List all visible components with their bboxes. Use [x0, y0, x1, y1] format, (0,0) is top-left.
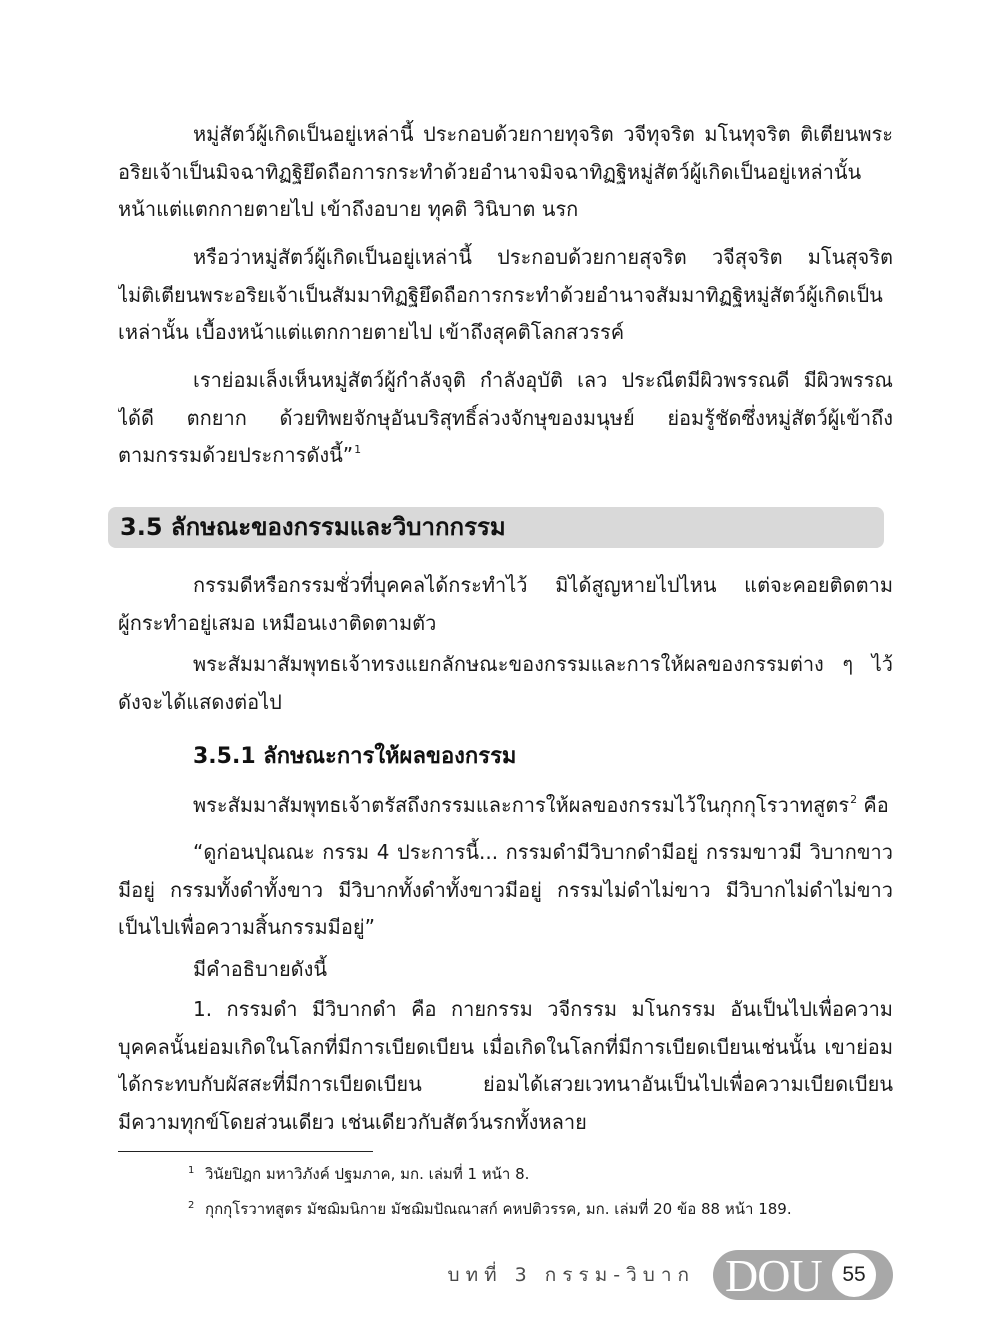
subsection-intro-paragraph: [118, 787, 893, 825]
subsection-explain-line: มีคำอธิบายดังนี้: [193, 957, 328, 981]
subsection-intro-text: พระสัมมาสัมพุทธเจ้าตรัสถึงกรรมและการให้ผลของกรรมไว้ในกุกกุโรวาทสูตร: [193, 793, 850, 817]
passage-p3-line-3: [118, 437, 893, 475]
footnote-2-text: กุกกุโรวาทสูตร มัชฌิมนิกาย มัชฌิมปัณณาสก์ คหปติวรรค, มก. เล่มที่ 20 ข้อ 88 หน้า 189.: [205, 1200, 792, 1218]
section-3-5-p2-line-1: พระสัมมาสัมพุทธเจ้าทรงแยกลักษณะของกรรมและการให้ผลของกรรมต่าง ๆ ไว้: [193, 652, 893, 676]
footer-dou-badge: [713, 1250, 893, 1300]
subsection-item-1-line-2: บุคคลนั้นย่อมเกิดในโลกที่มีการเบียดเบียน เมื่อเกิดในโลกที่มีการเบียดเบียนเช่นนั้น เขาย่อม: [118, 1034, 893, 1059]
passage-p2-line-3: เหล่านั้น เบื้องหน้าแต่แตกกายตายไป เข้าถึงสุคติโลกสวรรค์: [118, 320, 625, 344]
section-3-5-paragraph-2: [118, 646, 893, 721]
passage-p1-line-2: อริยเจ้าเป็นมิจฉาทิฏฐิยึดถือการกระทำด้วยอำนาจมิจฉาทิฏฐิหมู่สัตว์ผู้เกิดเป็นอยู่เหล่านั้น: [118, 159, 862, 184]
passage-p3-line-1: เราย่อมเล็งเห็นหมู่สัตว์ผู้กำลังจุติ กำลังอุบัติ เลว ประณีตมีผิวพรรณดี มีผิวพรรณ: [193, 368, 893, 392]
subsection-quote-line-2: มีอยู่ กรรมทั้งดำทั้งขาว มีวิบากทั้งดำทั้งขาวมีอยู่ กรรมไม่ดำไม่ขาว มีวิบากไม่ดำไม่ขาว: [118, 877, 893, 902]
passage-paragraph-1: [118, 116, 893, 229]
passage-paragraph-3: [118, 362, 893, 475]
footnote-1-text: วินัยปิฎก มหาวิภังค์ ปฐมภาค, มก. เล่มที่ 1 หน้า 8.: [205, 1165, 530, 1183]
section-heading: 3.5 ลักษณะของกรรมและวิบากกรรม: [120, 513, 506, 541]
passage-p2-line-1: หรือว่าหมู่สัตว์ผู้เกิดเป็นอยู่เหล่านี้ ประกอบด้วยกายสุจริต วจีสุจริต มโนสุจริต: [193, 245, 893, 269]
passage-p1-line-3: หน้าแต่แตกกายตายไป เข้าถึงอบาย ทุคติ วินิบาต นรก: [118, 197, 579, 221]
footnote-2: 2 กุกกุโรวาทสูตร มัชฌิมนิกาย มัชฌิมปัณณาสก์ คหปติวรรค, มก. เล่มที่ 20 ข้อ 88 หน้า 189.: [188, 1200, 792, 1218]
section-3-5-p1-line-2: ผู้กระทำอยู่เสมอ เหมือนเงาติดตามตัว: [118, 610, 437, 635]
footnote-divider: [118, 1151, 373, 1152]
subsection-item-1-line-3: ได้กระทบกับผัสสะที่มีการเบียดเบียน ย่อมได้เสวยเวทนาอันเป็นไปเพื่อความเบียดเบียน: [118, 1072, 893, 1096]
subsection-quote-line-1: “ดูก่อนปุณณะ กรรม 4 ประการนี้... กรรมดำมีวิบากดำมีอยู่ กรรมขาวมี วิบากขาว: [193, 840, 893, 864]
passage-p3-line-3-text: ตามกรรมด้วยประการดังนี้”: [118, 443, 354, 467]
footnote-1: 1 วินัยปิฎก มหาวิภังค์ ปฐมภาค, มก. เล่มที่ 1 หน้า 8.: [188, 1165, 530, 1183]
footer-chapter-label: บทที่ 3 กรรม-วิบาก: [447, 1264, 695, 1286]
passage-paragraph-2: [118, 239, 893, 352]
footnote-ref-1: 1: [354, 443, 362, 456]
passage-p2-line-2: ไม่ติเตียนพระอริยเจ้าเป็นสัมมาทิฏฐิยึดถือการกระทำด้วยอำนาจสัมมาทิฏฐิหมู่สัตว์ผู้เกิดเป็น: [118, 282, 883, 307]
subsection-heading: 3.5.1 ลักษณะการให้ผลของกรรม: [193, 744, 517, 769]
subsection-item-1-paragraph: [118, 991, 893, 1141]
passage-p3-line-2: ได้ดี ตกยาก ด้วยทิพยจักษุอันบริสุทธิ์ล่วงจักษุของมนุษย์ ย่อมรู้ชัดซึ่งหมู่สัตว์ผู้เข้าถึง: [118, 405, 893, 430]
subsection-intro-line: [193, 787, 893, 825]
section-3-5-p1-line-1: กรรมดีหรือกรรมชั่วที่บุคคลได้กระทำไว้ มิได้สูญหายไปไหน แต่จะคอยติดตาม: [193, 573, 893, 597]
subsection-quote-paragraph: [118, 834, 893, 947]
subsection-quote-line-3: เป็นไปเพื่อความสิ้นกรรมมีอยู่”: [118, 915, 375, 939]
subsection-explain-paragraph: [118, 951, 893, 989]
footnote-ref-2: 2: [850, 793, 858, 806]
subsection-intro-tail: คือ: [857, 793, 889, 817]
subsection-item-1-line-4: มีความทุกข์โดยส่วนเดียว เช่นเดียวกับสัตว์นรกทั้งหลาย: [118, 1109, 587, 1134]
section-3-5-paragraph-1: [118, 567, 893, 642]
section-3-5-p2-line-2: ดังจะได้แสดงต่อไป: [118, 689, 282, 714]
passage-p1-line-1: หมู่สัตว์ผู้เกิดเป็นอยู่เหล่านี้ ประกอบด้วยกายทุจริต วจีทุจริต มโนทุจริต ติเตียนพระ: [193, 122, 893, 146]
page-number: 55: [832, 1253, 876, 1297]
section-heading-box: [108, 507, 884, 548]
subsection-item-1-line-1: 1. กรรมดำ มีวิบากดำ คือ กายกรรม วจีกรรม มโนกรรม อันเป็นไปเพื่อความ: [193, 997, 893, 1021]
dou-logo: DOU: [725, 1250, 822, 1301]
